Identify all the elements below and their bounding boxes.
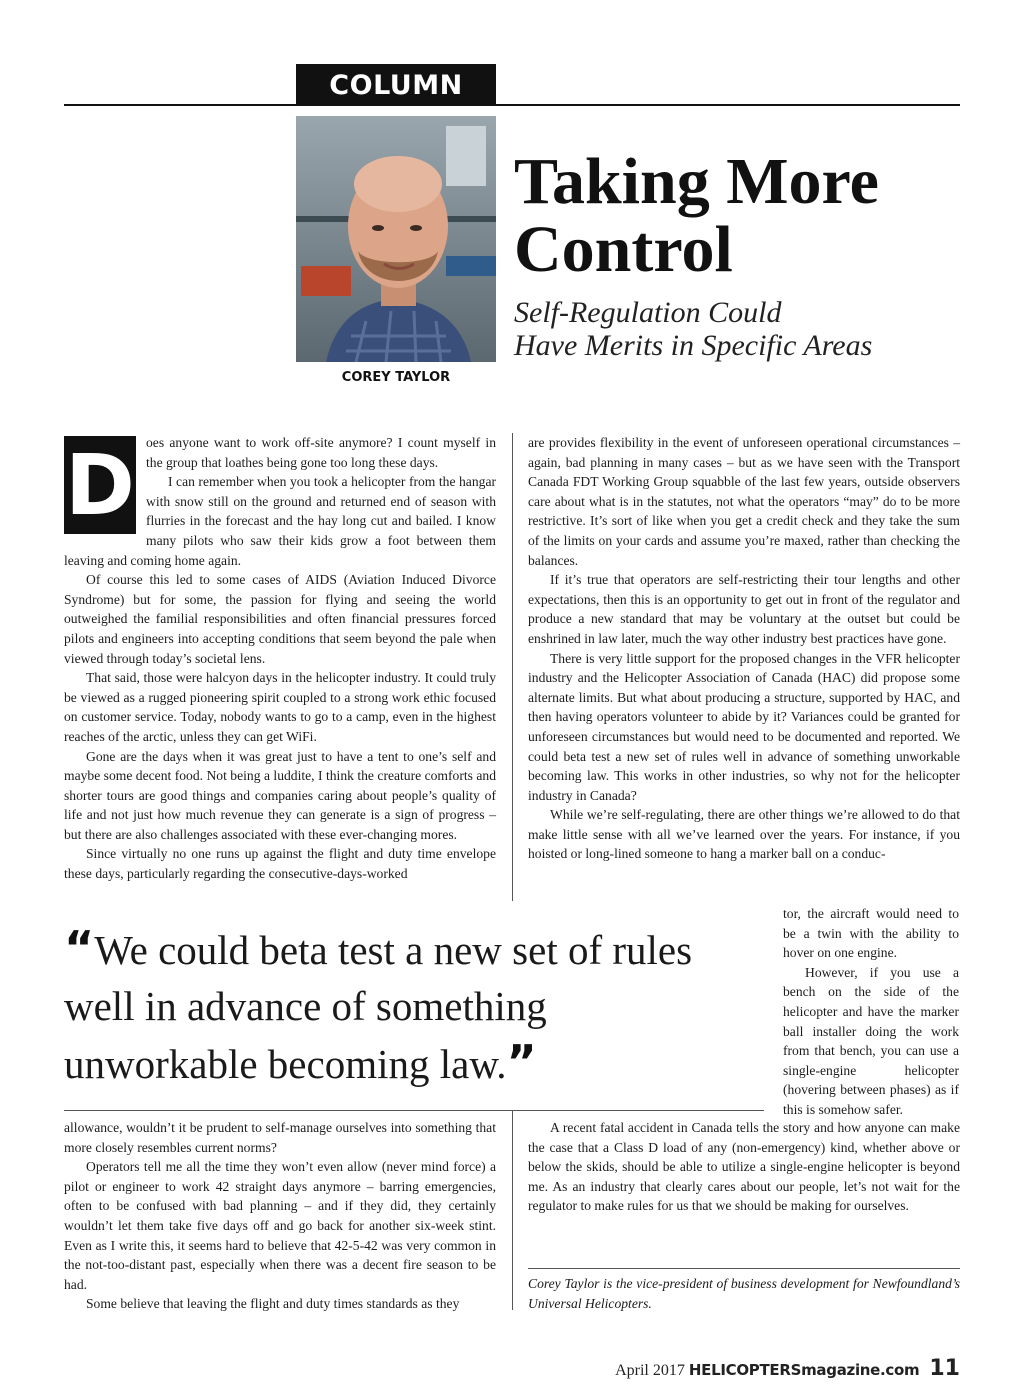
title-line-2: Control bbox=[514, 213, 733, 286]
pull-quote-rule bbox=[64, 1110, 764, 1111]
open-quote-mark: “ bbox=[64, 921, 95, 975]
paragraph: I can remember when you took a helicopter from the hangar with snow still on the ground and returned end of season with flurries in the forecast and the hay long cut and bailed. I know many pilots who saw their kids grow a foot between them leaving and coming home again. bbox=[64, 474, 496, 568]
page-number: 11 bbox=[929, 1356, 960, 1381]
close-quote-mark: ” bbox=[506, 1035, 537, 1089]
section-label: COLUMN bbox=[296, 64, 496, 106]
pull-quote bbox=[64, 920, 764, 1092]
left-column-bottom bbox=[64, 1118, 496, 1314]
column-divider-top bbox=[512, 433, 513, 901]
author-caption: COREY TAYLOR bbox=[341, 370, 451, 385]
paragraph: Since virtually no one runs up against the flight and duty time envelope these days, particularly regarding the consecutive-days-worked bbox=[64, 846, 496, 882]
pull-quote-line-1: We could beta test a new set of rules bbox=[94, 927, 693, 973]
right-column-top bbox=[528, 433, 960, 864]
paragraph: However, if you use a bench on the side of the helicopter and have the marker ball installer doing the work from that bench, you can use a single-engine helicopter (hovering between phases) as if this is somehow safer. bbox=[783, 964, 959, 1117]
paragraph: There is very little support for the proposed changes in the VFR helicopter industry and the Helicopter Association of Canada (HAC) did propose some alternate limits. But what about producing a structure, supported by HAC, and then having operators volunteer to abide by it? Variances could be granted for unforeseen circumstances but would need to be documented and reported. We could beta test a new set of rules well in advance of something unworkable becoming law. This works in other industries, so why not for the helicopter industry in Canada? bbox=[528, 650, 960, 803]
subtitle-line-2: Have Merits in Specific Areas bbox=[514, 329, 873, 362]
magazine-url: HELICOPTERSmagazine.com bbox=[688, 1361, 920, 1379]
right-column-bottom bbox=[528, 1118, 960, 1216]
left-column-top bbox=[64, 433, 496, 884]
author-portrait-image bbox=[296, 116, 496, 362]
pull-quote-line-3: unworkable becoming law. bbox=[64, 1041, 507, 1087]
paragraph: Gone are the days when it was great just to have a tent to one’s self and maybe some decent food. Not being a luddite, I think the creature comforts and shorter tours are good things and companies caring about people’s quality of life and not just how much revenue they can generate is a sign of progress – but there are also challenges associated with these ever-changing mores. bbox=[64, 748, 496, 842]
paragraph: allowance, wouldn’t it be prudent to self-manage ourselves into something that more closely resembles current norms? bbox=[64, 1120, 496, 1155]
page-footer bbox=[615, 1356, 960, 1381]
paragraph: tor, the aircraft would need to be a twin with the ability to hover on one engine. bbox=[783, 906, 959, 961]
header-rule bbox=[64, 104, 960, 106]
paragraph: are provides flexibility in the event of unforeseen operational circumstances – again, bad planning in many cases – but as we have seen with the Transport Canada FDT Working Group squabble of the last few years, outside observers care about what is in the statutes, not what the operators “may” do to be more restrictive. It’s sort of like when you get a credit check and they take the sum of the limits on your cards and assume you’re maxed, rather than checking the balances. bbox=[528, 435, 960, 568]
pull-quote-line-2: well in advance of something bbox=[64, 983, 547, 1029]
author-bio: Corey Taylor is the vice-president of business development for Newfoundland’s Universal Helicopters. bbox=[528, 1276, 960, 1311]
bio-rule bbox=[528, 1268, 960, 1269]
paragraph: oes anyone want to work off-site anymore? I count myself in the group that loathes being gone too long these days. bbox=[146, 435, 496, 470]
paragraph: Operators tell me all the time they won’t even allow (never mind force) a pilot or engineer to work 42 straight days anymore – barring emergencies, often to be confused with bad planning – and if they did, they certainly wouldn’t let them take five days off and go back for another six-week stint. Even as I write this, it seems hard to believe that 42-5-42 was very common in the not-too-distant past, especially when there was a decent fire season to be had. bbox=[64, 1159, 496, 1292]
article-title bbox=[514, 145, 974, 286]
column-divider-bottom bbox=[512, 1110, 513, 1310]
paragraph: A recent fatal accident in Canada tells the story and how anyone can make the case that a Class D load of any (non-emergency) kind, whether above or below the skids, should be able to utilize a single-engine helicopter is beyond me. As an industry that clearly cares about our people, let’s not wait for the regulator to make rules for us that we should be making for ourselves. bbox=[528, 1120, 960, 1214]
right-narrow-column bbox=[783, 904, 959, 1120]
paragraph: While we’re self-regulating, there are other things we’re allowed to do that make little sense with all we’ve learned over the years. For instance, if you hoisted or long-lined someone to hang a marker ball on a conduc- bbox=[528, 807, 960, 862]
author-photo bbox=[296, 116, 496, 362]
title-line-1: Taking More bbox=[514, 145, 879, 218]
article-subtitle bbox=[514, 296, 974, 362]
drop-cap: D bbox=[65, 436, 135, 534]
subtitle-line-1: Self-Regulation Could bbox=[514, 296, 782, 329]
paragraph: Of course this led to some cases of AIDS (Aviation Induced Divorce Syndrome) but for some, the passion for flying and seeing the world outweighed the familial responsibilities and often financial pressures forced pilots and engineers into accepting conditions that seem beyond the pale when viewed through today’s societal lens. bbox=[64, 572, 496, 666]
issue-date: April 2017 bbox=[615, 1362, 685, 1379]
paragraph: That said, those were halcyon days in the helicopter industry. It could truly be viewed as a rugged pioneering spirit coupled to a strong work ethic focused on customer service. Today, nobody wants to go to a camp, even in the highest reaches of the arctic, unless they can get WiFi. bbox=[64, 670, 496, 744]
paragraph: If it’s true that operators are self-restricting their tour lengths and other expectations, then this is an opportunity to get out in front of the regulator and produce a new standard that may be voluntary at the outset but could be enshrined in law later, much the way other industry best practices have gone. bbox=[528, 572, 960, 646]
paragraph: Some believe that leaving the flight and duty times standards as they bbox=[86, 1296, 460, 1312]
